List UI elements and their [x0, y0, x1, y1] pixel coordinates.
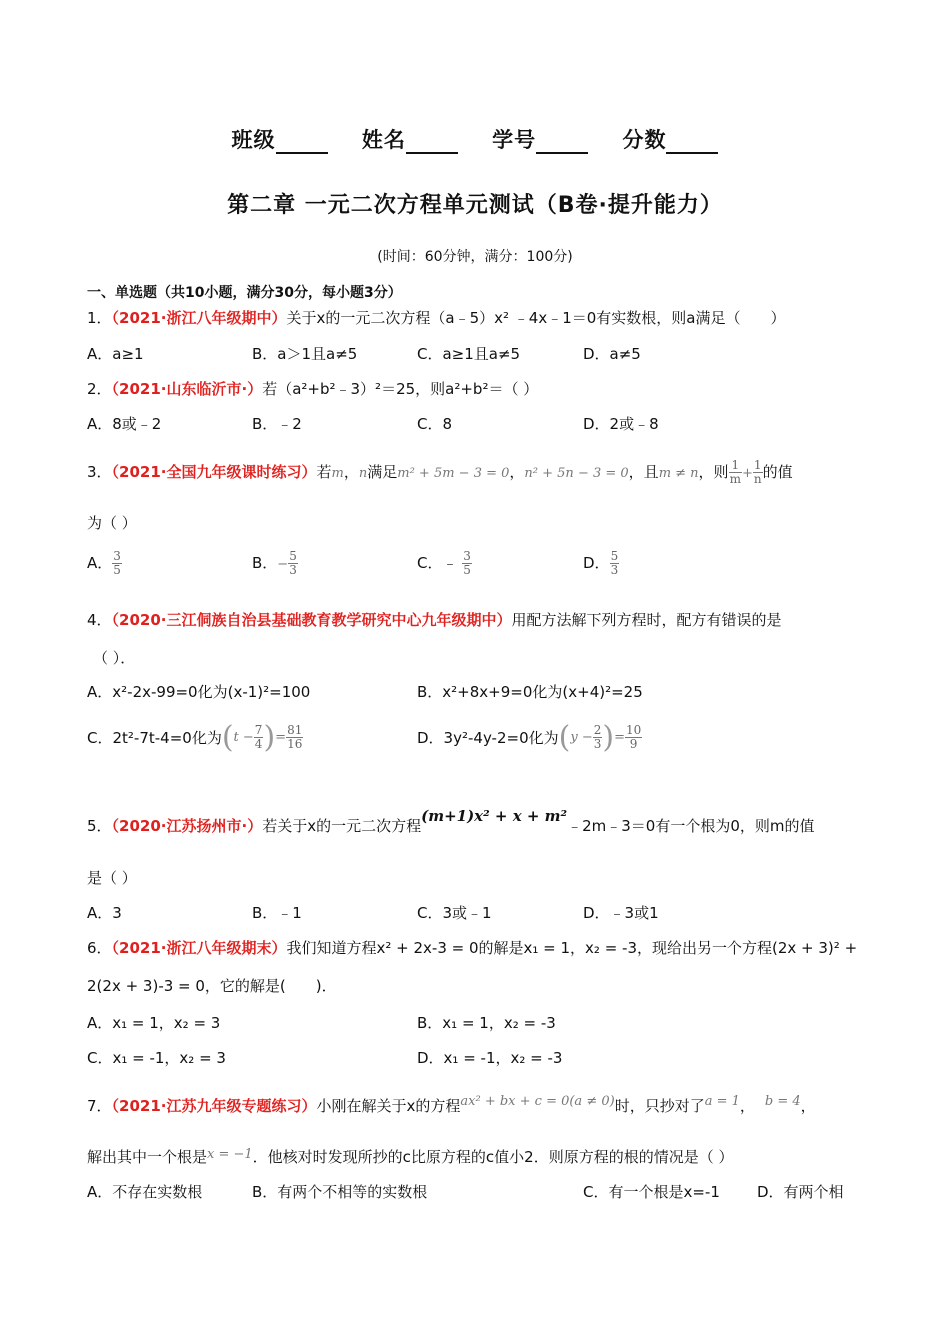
math-neq: m ≠ n [658, 466, 699, 481]
math-equation: (m+1)x² + x + m² [421, 807, 568, 825]
option-a: A．3 [87, 904, 122, 922]
question-source: （2021·浙江八年级期中） [111, 309, 287, 327]
option-label: D． [583, 554, 610, 572]
option-a: A．a≥1 [87, 345, 144, 363]
punct: ， [739, 1097, 755, 1115]
question-stem: ，且 [628, 463, 659, 481]
question-number: 4． [87, 611, 112, 629]
question-4-continued: （ ）． [93, 649, 136, 667]
question-5-continued: 是（ ） [87, 869, 137, 887]
option-label: A． [87, 554, 113, 572]
option-b: B．x₁ = 1，x₂ = -3 [417, 1014, 556, 1032]
minus-sign: ﹣ [442, 554, 458, 572]
question-stem: 若 [316, 463, 332, 481]
question-source: （2021·浙江八年级期末） [111, 939, 287, 957]
class-label: 班级 [231, 128, 276, 152]
fraction-1-over-n [753, 459, 763, 486]
numerator: 5 [610, 549, 619, 563]
math-eq-n: n² + 5n − 3 = 0 [524, 466, 629, 481]
question-stem: 用配方法解下列方程时，配方有错误的是 [511, 611, 782, 629]
option-d [583, 550, 619, 577]
denominator: 16 [287, 737, 303, 751]
question-source: （2020·三江侗族自治县基础教育教学研究中心九年级期中） [111, 611, 512, 629]
class-blank [276, 130, 328, 154]
fraction [288, 550, 298, 577]
numerator: 1 [753, 458, 762, 472]
numerator: 7 [254, 723, 263, 737]
fraction-1-over-m [729, 459, 742, 486]
question-number: 6． [87, 939, 112, 957]
option-c [417, 550, 472, 577]
numerator: 2 [593, 723, 602, 737]
denominator: 3 [289, 563, 297, 577]
option-c: C．8 [417, 415, 453, 433]
question-number: 1． [87, 309, 112, 327]
score-blank [666, 130, 718, 154]
question-source: （2020·江苏扬州市·） [111, 817, 263, 835]
math-expr: y − [570, 730, 593, 745]
question-7 [87, 1095, 860, 1116]
question-source: （2021·江苏九年级专题练习） [111, 1097, 317, 1115]
option-d: D．x₁ = -1，x₂ = -3 [417, 1049, 563, 1067]
question-number: 5． [87, 817, 112, 835]
option-b: B．﹣1 [252, 904, 302, 922]
option-label: C． [417, 554, 443, 572]
math-n: n [358, 466, 368, 481]
option-d: D．﹣3或1 [583, 904, 659, 922]
fraction [254, 724, 264, 751]
fraction [593, 724, 603, 751]
option-d: D．a≠5 [583, 345, 641, 363]
name-blank [406, 130, 458, 154]
math-a-value: a = 1 [704, 1094, 740, 1109]
option-a: A．8或﹣2 [87, 415, 162, 433]
minus-sign: − [277, 557, 289, 572]
math-m: m [331, 466, 344, 481]
numerator: 1 [729, 459, 742, 473]
option-label: B． [252, 554, 278, 572]
denominator: 5 [463, 563, 471, 577]
option-b: B．a＞1且a≠5 [252, 345, 358, 363]
punct: ， [800, 1097, 816, 1115]
fraction [286, 724, 303, 751]
question-stem: ﹣2m﹣3＝0有一个根为0，则m的值 [567, 817, 815, 835]
question-stem: ．他核对时发现所抄的c比原方程的c值小2．则原方程的根的情况是（ ） [252, 1148, 734, 1166]
section-title: 一、单选题（共10小题，满分30分，每小题3分） [87, 285, 402, 301]
question-stem: 若（a²+b²﹣3）²＝25，则a²+b²＝（ ） [262, 380, 539, 398]
denominator: m [729, 472, 741, 486]
option-c: C．a≥1且a≠5 [417, 345, 521, 363]
question-5 [87, 807, 860, 836]
fraction [610, 550, 620, 577]
option-d: D．有两个相 [757, 1183, 844, 1201]
math-b-value: b = 4 [764, 1094, 801, 1109]
student-info-line [0, 124, 950, 154]
numerator: 3 [463, 549, 471, 563]
question-6 [87, 937, 864, 958]
option-a: A．x₁ = 1，x₂ = 3 [87, 1014, 221, 1032]
question-1 [87, 307, 860, 328]
option-a: A．不存在实数根 [87, 1183, 203, 1201]
punct: ， [343, 463, 359, 481]
question-stem: 解出其中一个根是 [87, 1148, 208, 1166]
denominator: 9 [629, 737, 638, 751]
question-2 [87, 378, 860, 399]
fraction [112, 550, 122, 577]
id-blank [536, 130, 588, 154]
denominator: 3 [610, 563, 619, 577]
math-eq-m: m² + 5m − 3 = 0 [397, 466, 510, 481]
math-root: x = −1 [207, 1147, 253, 1162]
question-stem: 的值 [762, 463, 793, 481]
question-stem: ，则 [698, 463, 729, 481]
question-stem: 时，只抄对了 [614, 1097, 705, 1115]
numerator: 3 [113, 549, 121, 563]
option-c: C．3或﹣1 [417, 904, 492, 922]
numerator: 5 [289, 549, 297, 563]
option-c: C．2t²-7t-4=0化为(t − $\frac{7}{4}$ )= $\frac{81}{16}$ [87, 720, 303, 755]
option-a [87, 550, 122, 577]
option-a: A．x²-2x-99=0化为(x-1)²=100 [87, 683, 311, 701]
option-c: C．有一个根是x=-1 [583, 1183, 720, 1201]
numerator: 10 [625, 723, 642, 737]
question-3: 3．（2021·全国九年级课时练习）若m，n满足m² + 5m − 3 = 0，n² + 5n − 3 = 0，且m ≠ n，则 $\frac{1}{m}$ + $\frac{1}{n}$ 的值 [87, 458, 793, 486]
math-equation: ax² + bx + c = 0(a ≠ 0) [460, 1094, 615, 1109]
question-source: （2021·山东临沂市·） [111, 380, 263, 398]
score-label: 分数 [622, 128, 667, 152]
question-number: 2． [87, 380, 112, 398]
question-number: 7． [87, 1097, 112, 1115]
option-d: D．3y²-4y-2=0化为(y − $\frac{2}{3}$ )= $\frac{10}{9}$ [417, 720, 642, 755]
denominator: 5 [113, 563, 121, 577]
option-label: C．2t²-7t-4=0化为 [87, 729, 222, 747]
page-title: 第二章 一元二次方程单元测试（B卷·提升能力） [227, 193, 723, 218]
fraction [625, 724, 642, 751]
option-b: B．﹣2 [252, 415, 302, 433]
question-source: （2021·全国九年级课时练习） [111, 463, 317, 481]
question-stem: 关于x的一元二次方程（a﹣5）x² ﹣4x﹣1＝0有实数根，则a满足（ ） [286, 309, 786, 327]
option-c: C．x₁ = -1，x₂ = 3 [87, 1049, 226, 1067]
option-d: D．2或﹣8 [583, 415, 659, 433]
option-b: B．x²+8x+9=0化为(x+4)²=25 [417, 683, 643, 701]
question-stem: 若关于x的一元二次方程 [262, 817, 422, 835]
option-label: D．3y²-4y-2=0化为 [417, 729, 559, 747]
question-stem: 满足 [367, 463, 398, 481]
option-b [252, 550, 298, 577]
fraction [462, 550, 472, 577]
option-b: B．有两个不相等的实数根 [252, 1183, 428, 1201]
time-info: (时间：60分钟，满分：100分) [377, 249, 573, 265]
denominator: 4 [254, 737, 263, 751]
name-label: 姓名 [361, 128, 406, 152]
question-6-continued: 2(2x + 3)-3 = 0，它的解是( )． [87, 977, 337, 995]
question-3-continued: 为（ ） [87, 514, 137, 532]
numerator: 81 [287, 723, 303, 737]
math-expr: t − [233, 730, 254, 745]
question-7-continued [87, 1146, 860, 1167]
question-stem: 小刚在解关于x的方程 [316, 1097, 461, 1115]
punct: ， [509, 463, 525, 481]
question-number: 3． [87, 463, 112, 481]
denominator: n [753, 472, 762, 486]
id-label: 学号 [492, 128, 537, 152]
question-4 [87, 609, 860, 630]
question-stem: 我们知道方程x² + 2x-3 = 0的解是x₁ = 1，x₂ = -3，现给出另一个方程(2x + 3)² + [286, 939, 858, 957]
denominator: 3 [593, 737, 602, 751]
